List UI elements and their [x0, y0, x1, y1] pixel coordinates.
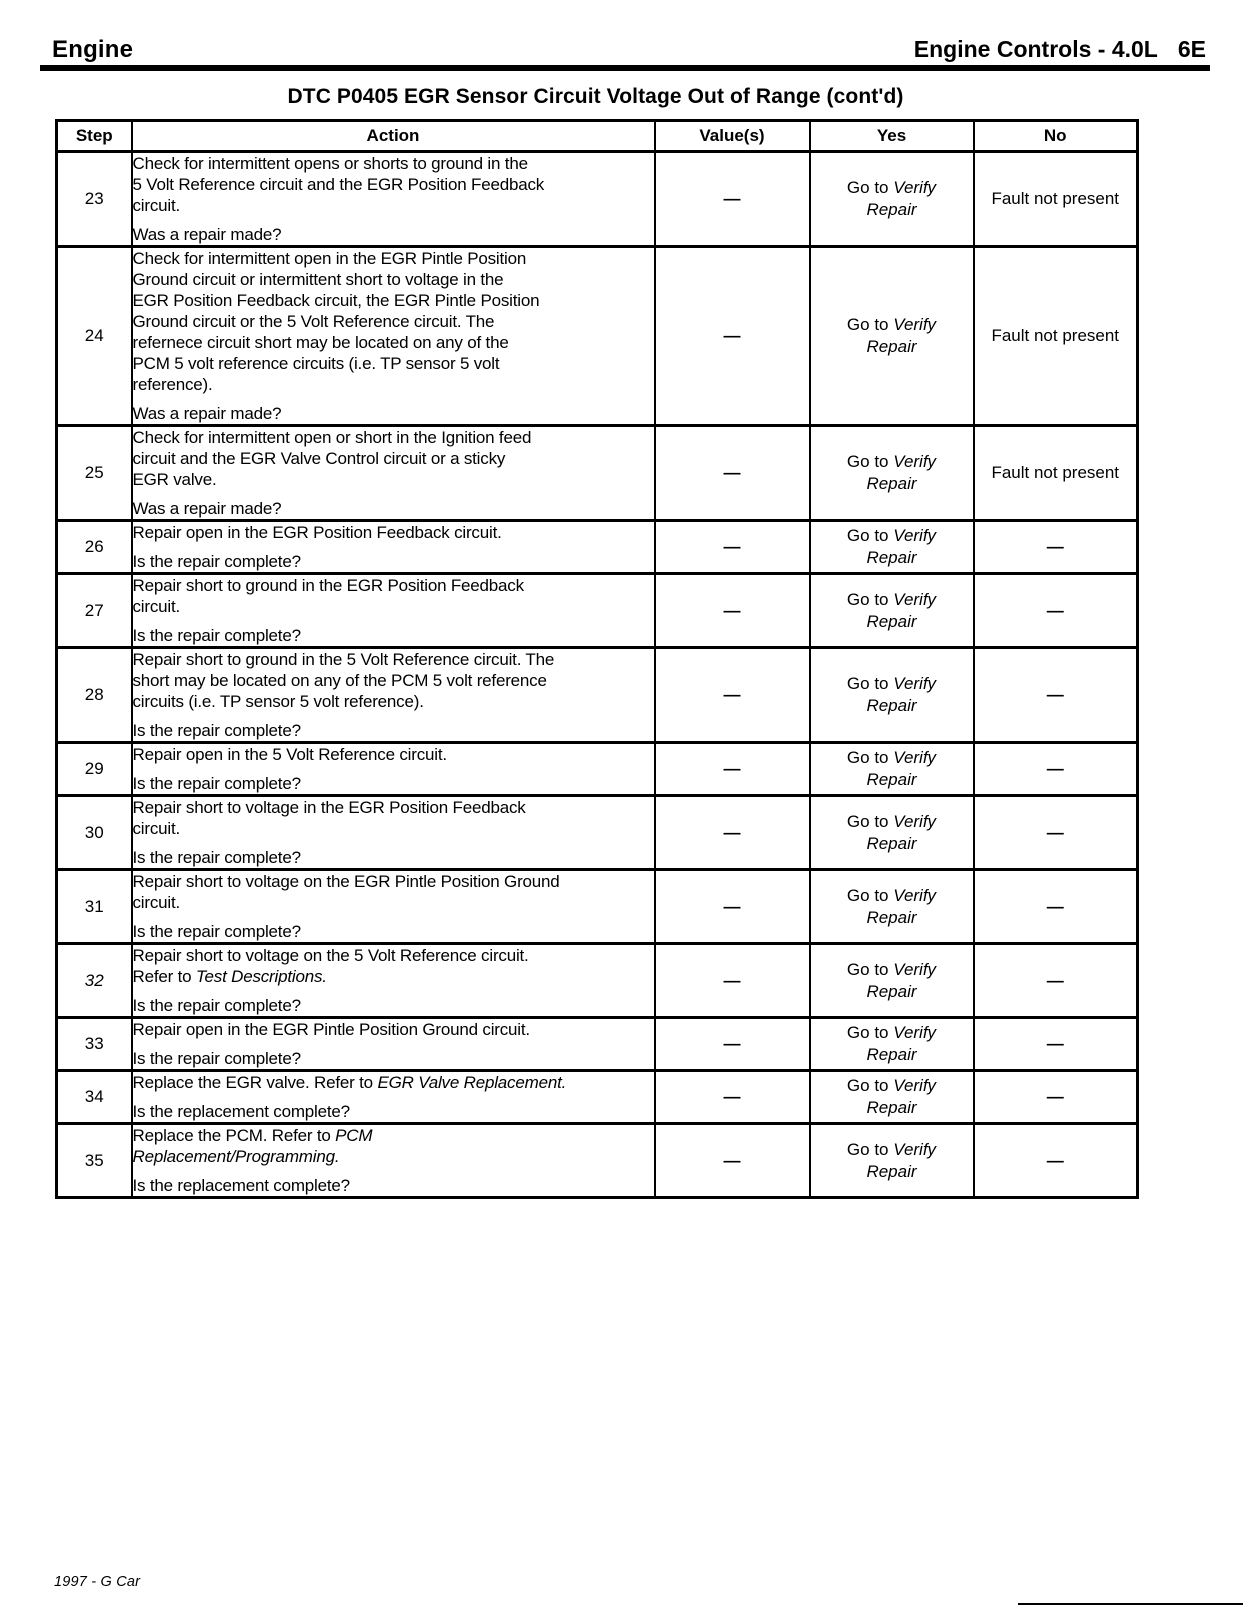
action-text-line	[133, 744, 654, 765]
action-question: Is the repair complete?	[132, 922, 301, 941]
yes-text-line	[811, 769, 973, 791]
yes-text-line	[811, 1097, 973, 1119]
yes-text-line	[811, 199, 973, 221]
text-segment: Check for intermittent open or short in the Ignition feed	[132, 428, 532, 447]
no-cell	[974, 521, 1138, 574]
yes-cell	[810, 944, 974, 1018]
text-segment: Repair short to voltage on the 5 Volt Reference circuit.	[132, 946, 529, 965]
value-cell	[655, 574, 810, 648]
text-segment: Verify	[893, 526, 937, 545]
text-segment: PCM	[335, 1126, 373, 1145]
action-text-line	[133, 522, 654, 543]
action-question: Is the repair complete?	[132, 848, 301, 867]
table-row	[57, 247, 1138, 426]
no-text: Fault not present	[991, 463, 1120, 482]
value-cell	[655, 1018, 810, 1071]
action-text-line	[133, 353, 654, 374]
yes-text-line	[811, 885, 973, 907]
yes-cell	[810, 870, 974, 944]
value-dash: —	[723, 822, 741, 842]
no-cell	[974, 1071, 1138, 1124]
no-cell	[974, 426, 1138, 521]
step-cell: 32	[57, 944, 132, 1018]
text-segment: Ground circuit or the 5 Volt Reference circuit. The	[132, 312, 495, 331]
column-header-yes: Yes	[810, 121, 974, 152]
yes-text-line	[811, 1044, 973, 1066]
yes-text-line	[811, 747, 973, 769]
value-dash: —	[723, 326, 741, 345]
action-cell	[132, 944, 655, 1018]
text-segment: Verify	[893, 589, 937, 609]
yes-text-line	[811, 695, 973, 717]
text-segment: Go to	[846, 674, 894, 693]
action-text-line	[133, 670, 654, 691]
table-row	[57, 870, 1138, 944]
action-text-line	[133, 575, 654, 596]
step-cell: 26	[57, 521, 132, 574]
text-segment: Repair	[866, 981, 917, 1001]
action-text-line	[133, 427, 654, 448]
step-cell: 31	[57, 870, 132, 944]
text-segment: Repair short to ground in the EGR Position Feedback	[132, 576, 524, 595]
text-segment: Replace the PCM. Refer to	[132, 1126, 336, 1145]
step-cell: 34	[57, 1071, 132, 1124]
yes-text-line	[811, 1022, 973, 1044]
text-segment: circuit.	[132, 196, 181, 215]
action-cell	[132, 1124, 655, 1198]
action-text-line	[133, 448, 654, 469]
text-segment: Go to	[846, 589, 894, 609]
no-text: —	[1046, 896, 1064, 916]
action-question: Is the repair complete?	[132, 996, 301, 1015]
text-segment: Go to	[846, 1076, 894, 1095]
header-page-code: 6E	[1177, 36, 1206, 62]
yes-text-line	[811, 525, 973, 547]
text-segment: Go to	[846, 315, 894, 334]
text-segment: Repair short to ground in the 5 Volt Reference circuit. The	[132, 650, 555, 669]
action-text-line	[133, 290, 654, 311]
text-segment: 5 Volt Reference circuit and the EGR Position Feedback	[132, 175, 545, 194]
value-cell	[655, 870, 810, 944]
text-segment: Repair short to voltage on the EGR Pintle Position Ground	[132, 872, 560, 891]
step-cell: 28	[57, 648, 132, 743]
table-row	[57, 521, 1138, 574]
action-text-line	[133, 269, 654, 290]
table-row	[57, 648, 1138, 743]
text-segment: Repair	[866, 770, 917, 789]
value-cell	[655, 648, 810, 743]
text-segment: Replacement/Programming.	[132, 1147, 340, 1166]
no-cell	[974, 648, 1138, 743]
text-segment: Repair	[866, 474, 917, 493]
step-cell: 30	[57, 796, 132, 870]
text-segment: circuits (i.e. TP sensor 5 volt reference).	[132, 692, 424, 711]
value-dash: —	[723, 1087, 741, 1106]
value-cell	[655, 944, 810, 1018]
no-text: —	[1046, 970, 1064, 990]
text-segment: Repair	[866, 1161, 917, 1181]
action-cell	[132, 574, 655, 648]
value-dash: —	[723, 759, 741, 778]
no-text: Fault not present	[991, 326, 1120, 345]
action-text-line	[133, 966, 654, 987]
text-segment: circuit.	[132, 819, 181, 838]
action-text-line	[133, 1125, 654, 1146]
value-cell	[655, 796, 810, 870]
no-text: —	[1046, 537, 1064, 556]
text-segment: Repair	[866, 696, 917, 715]
action-text-line	[133, 1146, 654, 1167]
yes-text-line	[811, 673, 973, 695]
text-segment: Go to	[846, 452, 894, 471]
action-cell	[132, 1018, 655, 1071]
text-segment: Repair open in the 5 Volt Reference circuit.	[132, 745, 447, 764]
column-header-no: No	[974, 121, 1138, 152]
action-text-line	[133, 797, 654, 818]
no-text: —	[1046, 1087, 1064, 1106]
no-text: —	[1046, 600, 1064, 620]
text-segment: Verify	[893, 1139, 937, 1159]
text-segment: refernece circuit short may be located on any of the	[132, 333, 509, 352]
action-text-line	[133, 153, 654, 174]
yes-cell	[810, 648, 974, 743]
yes-text-line	[811, 811, 973, 833]
action-text-line	[133, 818, 654, 839]
no-text: —	[1046, 822, 1064, 842]
action-question: Was a repair made?	[132, 404, 282, 423]
action-question: Is the replacement complete?	[132, 1102, 350, 1121]
value-cell	[655, 152, 810, 247]
value-dash: —	[723, 1034, 741, 1053]
yes-cell	[810, 1071, 974, 1124]
action-text-line	[133, 469, 654, 490]
text-segment: Verify	[893, 452, 937, 471]
text-segment: Go to	[846, 811, 894, 831]
header-section-label: Engine	[52, 36, 134, 63]
text-segment: Verify	[893, 748, 937, 767]
action-text-line	[133, 1019, 654, 1040]
table-row	[57, 426, 1138, 521]
step-cell: 24	[57, 247, 132, 426]
yes-text-line	[811, 1075, 973, 1097]
action-question: Was a repair made?	[132, 225, 282, 244]
table-body	[57, 152, 1138, 1198]
no-text: Fault not present	[991, 189, 1120, 208]
text-segment: Verify	[893, 1076, 937, 1095]
value-cell	[655, 247, 810, 426]
yes-cell	[810, 1018, 974, 1071]
yes-cell	[810, 426, 974, 521]
yes-text-line	[811, 547, 973, 569]
step-cell: 27	[57, 574, 132, 648]
footer-note: 1997 - G Car	[54, 1574, 141, 1590]
page-title: DTC P0405 EGR Sensor Circuit Voltage Out of Range (cont'd)	[287, 85, 904, 108]
text-segment: PCM 5 volt reference circuits (i.e. TP sensor 5 volt	[132, 354, 500, 373]
action-text-line	[133, 1072, 654, 1093]
action-text-line	[133, 596, 654, 617]
text-segment: Go to	[846, 748, 894, 767]
no-text: —	[1046, 759, 1064, 778]
header-chapter-text: Engine Controls - 4.0L	[913, 36, 1158, 62]
text-segment: Verify	[893, 1023, 937, 1042]
no-cell	[974, 796, 1138, 870]
action-text-line	[133, 945, 654, 966]
action-text-line	[133, 195, 654, 216]
yes-text-line	[811, 959, 973, 981]
text-segment: Repair open in the EGR Position Feedback circuit.	[132, 523, 502, 542]
yes-cell	[810, 152, 974, 247]
yes-text-line	[811, 611, 973, 633]
yes-text-line	[811, 473, 973, 495]
text-segment: Verify	[893, 315, 937, 334]
value-dash: —	[723, 600, 741, 620]
action-question: Is the replacement complete?	[132, 1176, 350, 1195]
text-segment: Go to	[846, 178, 894, 197]
action-cell	[132, 796, 655, 870]
yes-text-line	[811, 336, 973, 358]
value-cell	[655, 521, 810, 574]
no-text: —	[1046, 685, 1064, 704]
text-segment: Repair	[866, 611, 917, 631]
action-question: Is the repair complete?	[132, 721, 301, 740]
text-segment: Verify	[893, 178, 937, 197]
no-cell	[974, 1124, 1138, 1198]
action-question: Is the repair complete?	[132, 774, 301, 793]
no-cell	[974, 870, 1138, 944]
no-cell	[974, 574, 1138, 648]
text-segment: Repair short to voltage in the EGR Position Feedback	[132, 798, 526, 817]
text-segment: reference).	[132, 375, 213, 394]
text-segment: Repair	[866, 548, 917, 567]
text-segment: EGR Position Feedback circuit, the EGR Pintle Position	[132, 291, 540, 310]
text-segment: Verify	[893, 674, 937, 693]
text-segment: Verify	[893, 885, 937, 905]
action-text-line	[133, 311, 654, 332]
action-text-line	[133, 691, 654, 712]
table-row	[57, 1018, 1138, 1071]
action-cell	[132, 648, 655, 743]
table-header-row	[57, 121, 1138, 152]
yes-text-line	[811, 1139, 973, 1161]
yes-cell	[810, 521, 974, 574]
yes-text-line	[811, 451, 973, 473]
text-segment: Go to	[846, 959, 894, 979]
yes-text-line	[811, 1161, 973, 1183]
no-cell	[974, 743, 1138, 796]
table-row	[57, 796, 1138, 870]
table-row	[57, 1071, 1138, 1124]
no-text: —	[1046, 1034, 1064, 1053]
action-cell	[132, 247, 655, 426]
action-text-line	[133, 174, 654, 195]
text-segment: Check for intermittent opens or shorts to ground in the	[132, 154, 528, 173]
text-segment: Repair open in the EGR Pintle Position Ground circuit.	[132, 1020, 530, 1039]
action-text-line	[133, 649, 654, 670]
text-segment: circuit.	[132, 597, 181, 616]
table-row	[57, 152, 1138, 247]
text-segment: Verify	[893, 959, 937, 979]
action-text-line	[133, 332, 654, 353]
no-cell	[974, 1018, 1138, 1071]
action-cell	[132, 870, 655, 944]
yes-cell	[810, 1124, 974, 1198]
header-rule	[40, 65, 1210, 71]
action-text-line	[133, 871, 654, 892]
yes-text-line	[811, 314, 973, 336]
column-header-values: Value(s)	[655, 121, 810, 152]
text-segment: EGR Valve Replacement.	[377, 1073, 567, 1092]
text-segment: Test Descriptions.	[195, 967, 327, 986]
action-question: Is the repair complete?	[132, 552, 301, 571]
text-segment: short may be located on any of the PCM 5 volt reference	[132, 671, 547, 690]
yes-text-line	[811, 589, 973, 611]
value-cell	[655, 743, 810, 796]
value-dash: —	[723, 685, 741, 704]
text-segment: Ground circuit or intermittent short to voltage in the	[132, 270, 504, 289]
action-cell	[132, 521, 655, 574]
column-header-action: Action	[132, 121, 655, 152]
text-segment: Repair	[866, 200, 917, 219]
table-row	[57, 574, 1138, 648]
step-cell: 29	[57, 743, 132, 796]
diagnostic-table	[55, 119, 1139, 1199]
value-cell	[655, 1071, 810, 1124]
step-cell: 35	[57, 1124, 132, 1198]
text-segment: Repair	[866, 907, 917, 927]
running-header	[52, 36, 1206, 64]
text-segment: Replace the EGR valve. Refer to	[132, 1073, 378, 1092]
action-text-line	[133, 248, 654, 269]
action-text-line	[133, 374, 654, 395]
value-dash: —	[723, 1150, 741, 1170]
value-dash: —	[723, 896, 741, 916]
action-cell	[132, 426, 655, 521]
yes-text-line	[811, 177, 973, 199]
value-dash: —	[723, 537, 741, 556]
table-row	[57, 944, 1138, 1018]
value-cell	[655, 426, 810, 521]
text-segment: Go to	[846, 526, 894, 545]
table-row	[57, 1124, 1138, 1198]
text-segment: Repair	[866, 833, 917, 853]
value-cell	[655, 1124, 810, 1198]
text-segment: Repair	[866, 1045, 917, 1064]
action-question: Was a repair made?	[132, 499, 282, 518]
text-segment: Go to	[846, 1139, 894, 1159]
step-cell: 33	[57, 1018, 132, 1071]
text-segment: Repair	[866, 337, 917, 356]
text-segment: circuit and the EGR Valve Control circuit or a sticky	[132, 449, 506, 468]
action-cell	[132, 152, 655, 247]
yes-cell	[810, 743, 974, 796]
step-cell: 25	[57, 426, 132, 521]
text-segment: Go to	[846, 885, 894, 905]
value-dash: —	[723, 463, 741, 482]
table-row	[57, 743, 1138, 796]
yes-cell	[810, 574, 974, 648]
text-segment: Repair	[866, 1098, 917, 1117]
value-dash: —	[723, 970, 741, 990]
action-question: Is the repair complete?	[132, 1049, 301, 1068]
yes-text-line	[811, 981, 973, 1003]
action-text-line	[133, 892, 654, 913]
yes-cell	[810, 796, 974, 870]
text-segment: Go to	[846, 1023, 894, 1042]
value-dash: —	[723, 189, 741, 208]
action-cell	[132, 743, 655, 796]
text-segment: EGR valve.	[132, 470, 217, 489]
text-segment: circuit.	[132, 893, 181, 912]
no-cell	[974, 152, 1138, 247]
no-cell	[974, 247, 1138, 426]
action-question: Is the repair complete?	[132, 626, 301, 645]
action-cell	[132, 1071, 655, 1124]
yes-text-line	[811, 833, 973, 855]
header-chapter-label	[914, 36, 1206, 63]
bottom-right-rule	[1018, 1603, 1243, 1605]
no-cell	[974, 944, 1138, 1018]
yes-text-line	[811, 907, 973, 929]
text-segment: Refer to	[132, 967, 196, 986]
yes-cell	[810, 247, 974, 426]
column-header-step: Step	[57, 121, 132, 152]
text-segment: Check for intermittent open in the EGR Pintle Position	[132, 249, 527, 268]
step-cell: 23	[57, 152, 132, 247]
no-text: —	[1046, 1150, 1064, 1170]
text-segment: Verify	[893, 811, 937, 831]
